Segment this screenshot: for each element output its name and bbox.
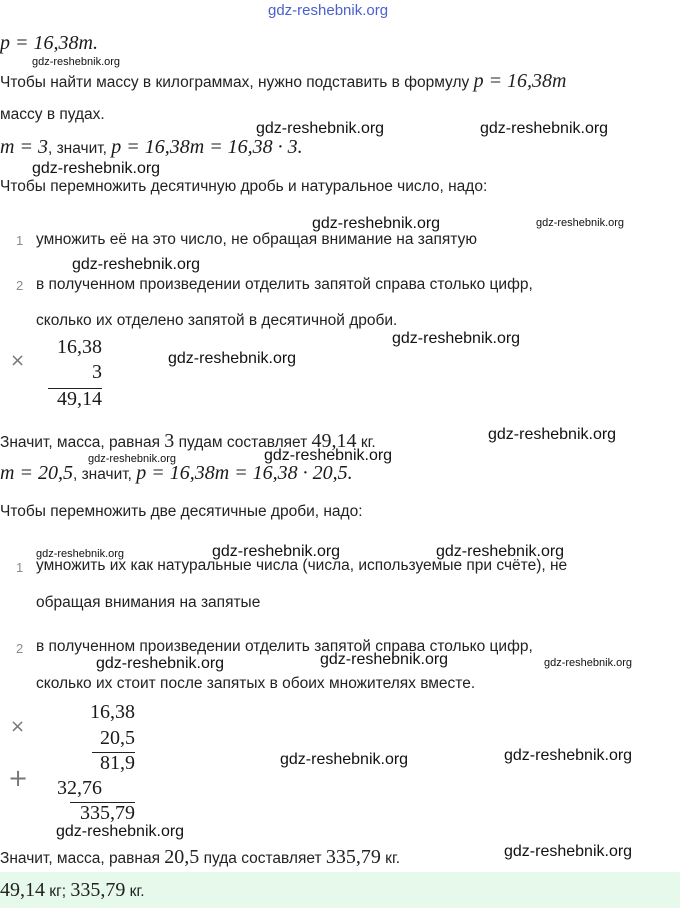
answer-value-1: 49,14 — [0, 879, 45, 901]
rule-1-title: Чтобы перемножить десятичную дробь и натуральное число, надо: — [0, 178, 488, 195]
watermark: gdz-reshebnik.org — [72, 256, 201, 273]
step-2-formula — [0, 462, 353, 485]
answer-unit: кг; — [45, 883, 71, 900]
step-1-m: m = 3 — [0, 136, 48, 158]
result-2-text: пуда составляет — [199, 850, 326, 867]
watermark: gdz-reshebnik.org — [96, 655, 225, 672]
watermark: gdz-reshebnik.org — [264, 447, 393, 464]
watermark: gdz-reshebnik.org — [480, 120, 609, 137]
rule-2-title: Чтобы перемножить две десятичные дроби, надо: — [0, 503, 363, 520]
intro-text — [0, 70, 567, 93]
result-1-unit: кг. — [356, 434, 376, 451]
answer-box — [0, 872, 680, 908]
step-1-formula — [0, 136, 303, 159]
rule-2-item-2-line-2: сколько их стоит после запятых в обоих множителях вместе. — [36, 675, 476, 692]
watermark: gdz-reshebnik.org — [88, 453, 177, 465]
step-2-word: , значит, — [72, 466, 137, 483]
watermark: gdz-reshebnik.org — [392, 330, 521, 347]
result-2-unit: кг. — [380, 850, 401, 867]
result-2-pud: 20,5 — [164, 846, 200, 868]
list-item-number: 1 — [16, 560, 24, 575]
partial-product-1: 81,9 — [100, 752, 135, 774]
step-2-m: m = 20,5 — [0, 462, 73, 484]
watermark: gdz-reshebnik.org — [36, 548, 125, 560]
answer-value-2: 335,79 — [70, 879, 126, 901]
rule-2-item-1-line-1: умножить их как натуральные числа (числа, используемые при счёте), не — [36, 557, 568, 574]
watermark: gdz-reshebnik.org — [544, 657, 633, 669]
result-2 — [0, 846, 400, 869]
result-1-text: пудам составляет — [174, 434, 312, 451]
rule-2-item-1-line-2: обращая внимания на запятые — [36, 594, 261, 611]
watermark: gdz-reshebnik.org — [320, 651, 449, 668]
multiply-sign: × — [10, 350, 26, 371]
result-1-text: Значит, масса, равная — [0, 434, 165, 451]
watermark: gdz-reshebnik.org — [312, 215, 441, 232]
factor-a: 16,38 — [57, 336, 102, 358]
intro-text-cont: массу в пудах. — [0, 106, 105, 123]
rule-1-item-2-line-2: сколько их отделено запятой в десятичной дроби. — [36, 312, 398, 329]
watermark: gdz-reshebnik.org — [168, 350, 297, 367]
answer-text — [0, 879, 145, 902]
list-item-number: 2 — [16, 641, 24, 656]
list-item-number: 2 — [16, 278, 24, 293]
watermark: gdz-reshebnik.org — [212, 543, 341, 560]
multiply-sign: × — [10, 716, 26, 737]
result-2-kg: 335,79 — [325, 846, 381, 868]
rule-2-item-2-line-1: в полученном произведении отделить запятой справа столько цифр, — [36, 638, 533, 655]
list-item-number: 1 — [16, 233, 24, 248]
intro-text-part1: Чтобы найти массу в килограммах, нужно подставить в формулу — [0, 74, 470, 91]
watermark: gdz-reshebnik.org — [280, 751, 409, 768]
partial-product-2: 32,76 — [57, 777, 102, 799]
watermark: gdz-reshebnik.org — [32, 160, 161, 177]
formula-p: p = 16,38m. — [0, 32, 98, 54]
watermark: gdz-reshebnik.org — [56, 823, 185, 840]
watermark: gdz-reshebnik.org — [488, 426, 617, 443]
watermark: gdz-reshebnik.org — [32, 56, 121, 68]
result-1-kg: 49,14 — [311, 430, 357, 452]
watermark: gdz-reshebnik.org — [536, 217, 625, 229]
plus-sign: + — [8, 764, 29, 792]
step-1-p: p = 16,38m = 16,38 · 3. — [111, 136, 303, 158]
result-1-pud: 3 — [164, 430, 175, 452]
answer-unit: кг. — [125, 883, 145, 900]
watermark: gdz-reshebnik.org — [504, 843, 633, 860]
result-2-text: Значит, масса, равная — [0, 850, 165, 867]
factor-b: 20,5 — [100, 727, 135, 749]
header-watermark[interactable]: gdz-reshebnik.org — [268, 2, 389, 19]
watermark: gdz-reshebnik.org — [256, 120, 385, 137]
factor-b: 3 — [92, 361, 102, 383]
step-2-p: p = 16,38m = 16,38 · 20,5. — [136, 462, 353, 484]
watermark: gdz-reshebnik.org — [504, 747, 633, 764]
product: 49,14 — [57, 388, 102, 410]
product: 335,79 — [80, 802, 135, 824]
rule-1-item-1: умножить её на это число, не обращая внимание на запятую — [36, 231, 477, 248]
step-1-word: , значит, — [47, 140, 112, 157]
rule-1-item-2-line-1: в полученном произведении отделить запятой справа столько цифр, — [36, 276, 533, 293]
factor-a: 16,38 — [90, 701, 135, 723]
intro-formula: p = 16,38m — [473, 70, 567, 92]
watermark: gdz-reshebnik.org — [436, 543, 565, 560]
